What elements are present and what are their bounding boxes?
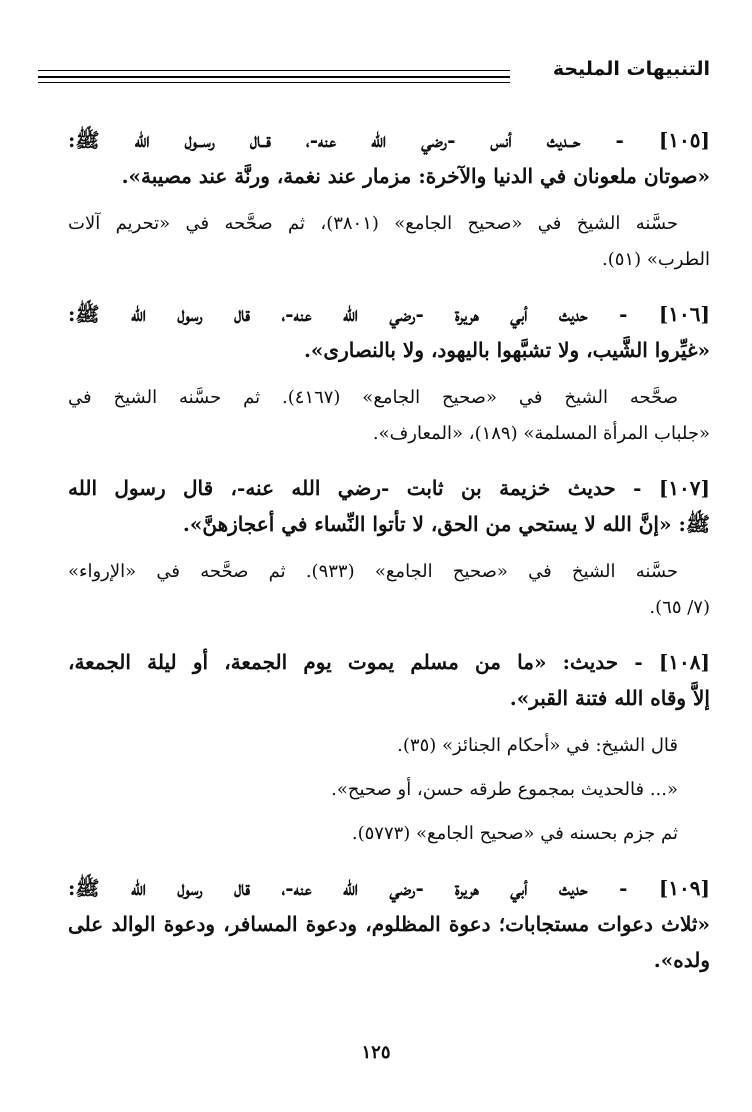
hadith-107 xyxy=(68,470,710,626)
hadith-109 xyxy=(68,870,710,978)
hadith-105 xyxy=(68,122,710,278)
page-body xyxy=(68,122,710,978)
hadith-text-line: ﷺ: «إنَّ الله لا يستحي من الحق، لا تأتوا النِّساء في أعجازهنَّ». xyxy=(182,512,710,536)
hadith-comment-line: «جلباب المرأة المسلمة» (١٨٩)، «المعارف». xyxy=(372,423,710,444)
hadith-comment-line: قال الشيخ: في «أحكام الجنائز» (٣٥). xyxy=(397,735,678,756)
header-rule xyxy=(38,70,510,71)
hadith-text-line: «ثلاث دعوات مستجابات؛ دعوة المظلوم، ودعوة المسافر، ودعوة الوالد على xyxy=(68,912,710,936)
header-title: التنبيهات المليحة xyxy=(552,58,710,80)
hadith-text-line: «صوتان ملعونان في الدنيا والآخرة: مزمار عند نغمة، ورنَّة عند مصيبة». xyxy=(121,164,710,188)
hadith-106 xyxy=(68,296,710,452)
hadith-text-line: [١٠٦] - حديث أبي هريرة -رضي الله عنه-، قال رسول الله ﷺ: xyxy=(68,302,710,326)
hadith-text-line: [١٠٥] - حــديث أنس -رضي الله عنه-، قــال رســول الله ﷺ: xyxy=(68,128,710,152)
hadith-108 xyxy=(68,644,710,852)
hadith-comment-line: الطرب» (٥١). xyxy=(602,249,710,270)
hadith-comment-line: حسَّنه الشيخ في «صحيح الجامع» (٩٣٣). ثم صحَّحه في «الإرواء» xyxy=(68,561,679,582)
hadith-text-line: [١٠٩] - حديث أبي هريرة -رضي الله عنه-، قال رسول الله ﷺ: xyxy=(68,876,710,900)
hadith-comment-line: ثم جزم بحسنه في «صحيح الجامع» (٥٧٧٣). xyxy=(351,823,678,844)
hadith-text-line: إلاَّ وقاه الله فتنة القبر». xyxy=(509,686,710,710)
hadith-comment-line: صحَّحه الشيخ في «صحيح الجامع» (٤١٦٧). ثم حسَّنه الشيخ في xyxy=(68,387,678,408)
hadith-comment-line: حسَّنه الشيخ في «صحيح الجامع» (٣٨٠١)، ثم صحَّحه في «تحريم آلات xyxy=(68,213,679,234)
hadith-comment-line: «... فالحديث بمجموع طرقه حسن، أو صحيح». xyxy=(331,779,678,800)
header-rule xyxy=(38,76,510,78)
running-header xyxy=(38,58,710,92)
page-number: ١٢٥ xyxy=(361,1042,391,1063)
hadith-text-line: «غيِّروا الشَّيب، ولا تشبَّهوا باليهود، ولا بالنصارى». xyxy=(303,338,710,362)
hadith-text-line: ولده». xyxy=(653,948,710,972)
hadith-text-line: [١٠٧] - حديث خزيمة بن ثابت -رضي الله عنه-، قال رسول الله xyxy=(68,476,710,500)
hadith-comment-line: (٧/ ٦٥). xyxy=(649,597,710,618)
hadith-text-line: [١٠٨] - حديث: «ما من مسلم يموت يوم الجمعة، أو ليلة الجمعة، xyxy=(68,650,710,674)
header-rule xyxy=(38,82,510,83)
